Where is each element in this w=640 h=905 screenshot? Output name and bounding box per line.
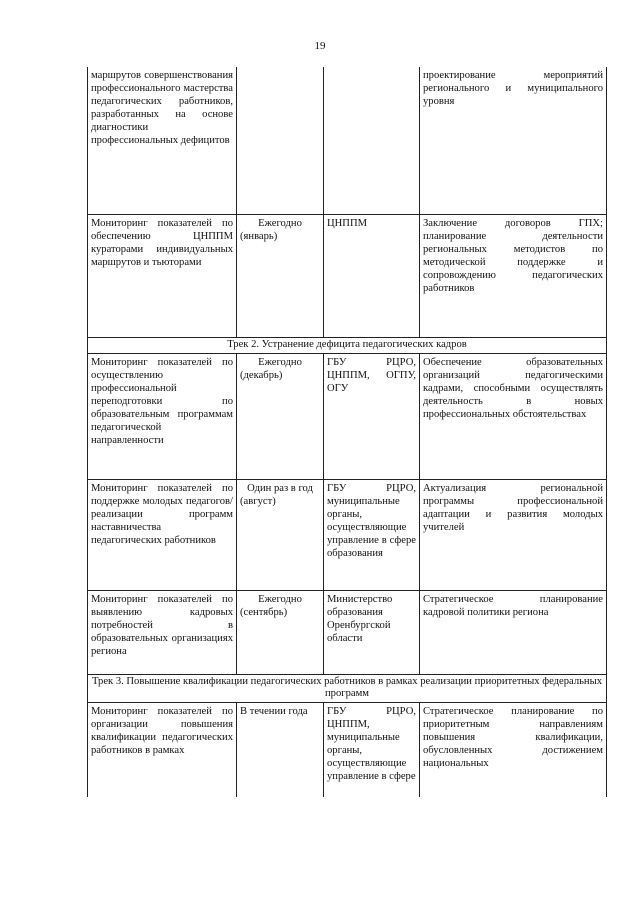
responsible-cell [324, 67, 420, 215]
responsible-cell: ГБУ РЦРО, муниципальные органы, осуществляющие управление в сфере образования [324, 479, 420, 590]
track-heading: Трек 2. Устранение дефицита педагогических кадров [88, 338, 607, 354]
period-cell: В течении года [237, 702, 324, 797]
track-row [88, 338, 607, 354]
result-cell: проектирование мероприятий регионального и муниципального уровня [420, 67, 607, 215]
indicator-cell: маршрутов совершенствования профессионального мастерства педагогических работников, разработанных на основе диагностики профессиональных дефицитов [88, 67, 237, 215]
result-cell: Обеспечение образовательных организаций педагогическими кадрами, способными осуществлять деятельность в новых профессиональных обстоятельствах [420, 353, 607, 479]
page-number: 19 [314, 40, 326, 52]
responsible-cell: ЦНППМ [324, 215, 420, 338]
monitoring-table [87, 67, 607, 797]
responsible-cell: ГБУ РЦРО, ЦНППМ, муниципальные органы, осуществляющие управление в сфере [324, 702, 420, 797]
indicator-cell: Мониторинг показателей по осуществлению профессиональной переподготовки по образовательным программам педагогической направленности [88, 353, 237, 479]
track-heading: Трек 3. Повышение квалификации педагогических работников в рамках реализации приоритетных федеральных программ [88, 674, 607, 702]
responsible-cell: Министерство образования Оренбургской области [324, 590, 420, 674]
period-cell [237, 67, 324, 215]
indicator-cell: Мониторинг показателей по поддержке молодых педагогов/реализации программ наставничества педагогических работников [88, 479, 237, 590]
table-row [88, 479, 607, 590]
table-row [88, 590, 607, 674]
table-row [88, 353, 607, 479]
period-cell: Один раз в год (август) [237, 479, 324, 590]
result-cell: Актуализация региональной программы профессиональной адаптации и развития молодых учителей [420, 479, 607, 590]
table-row [88, 67, 607, 215]
track-row [88, 674, 607, 702]
period-cell: Ежегодно (январь) [237, 215, 324, 338]
indicator-cell: Мониторинг показателей по выявлению кадровых потребностей в образовательных организациях региона [88, 590, 237, 674]
table-row [88, 702, 607, 797]
indicator-cell: Мониторинг показателей по обеспечению ЦНППМ кураторами индивидуальных маршрутов и тьюторами [88, 215, 237, 338]
result-cell: Стратегическое планирование кадровой политики региона [420, 590, 607, 674]
result-cell: Стратегическое планирование по приоритетным направлениям повышения квалификации, обусловленных достижением национальных [420, 702, 607, 797]
responsible-cell: ГБУ РЦРО, ЦНППМ, ОГПУ, ОГУ [324, 353, 420, 479]
period-cell: Ежегодно (сентябрь) [237, 590, 324, 674]
indicator-cell: Мониторинг показателей по организации повышения квалификации педагогических работников в рамках [88, 702, 237, 797]
result-cell: Заключение договоров ГПХ; планирование деятельности региональных методистов по методической поддержке и сопровождению педагогических работников [420, 215, 607, 338]
table-row [88, 215, 607, 338]
period-cell: Ежегодно (декабрь) [237, 353, 324, 479]
